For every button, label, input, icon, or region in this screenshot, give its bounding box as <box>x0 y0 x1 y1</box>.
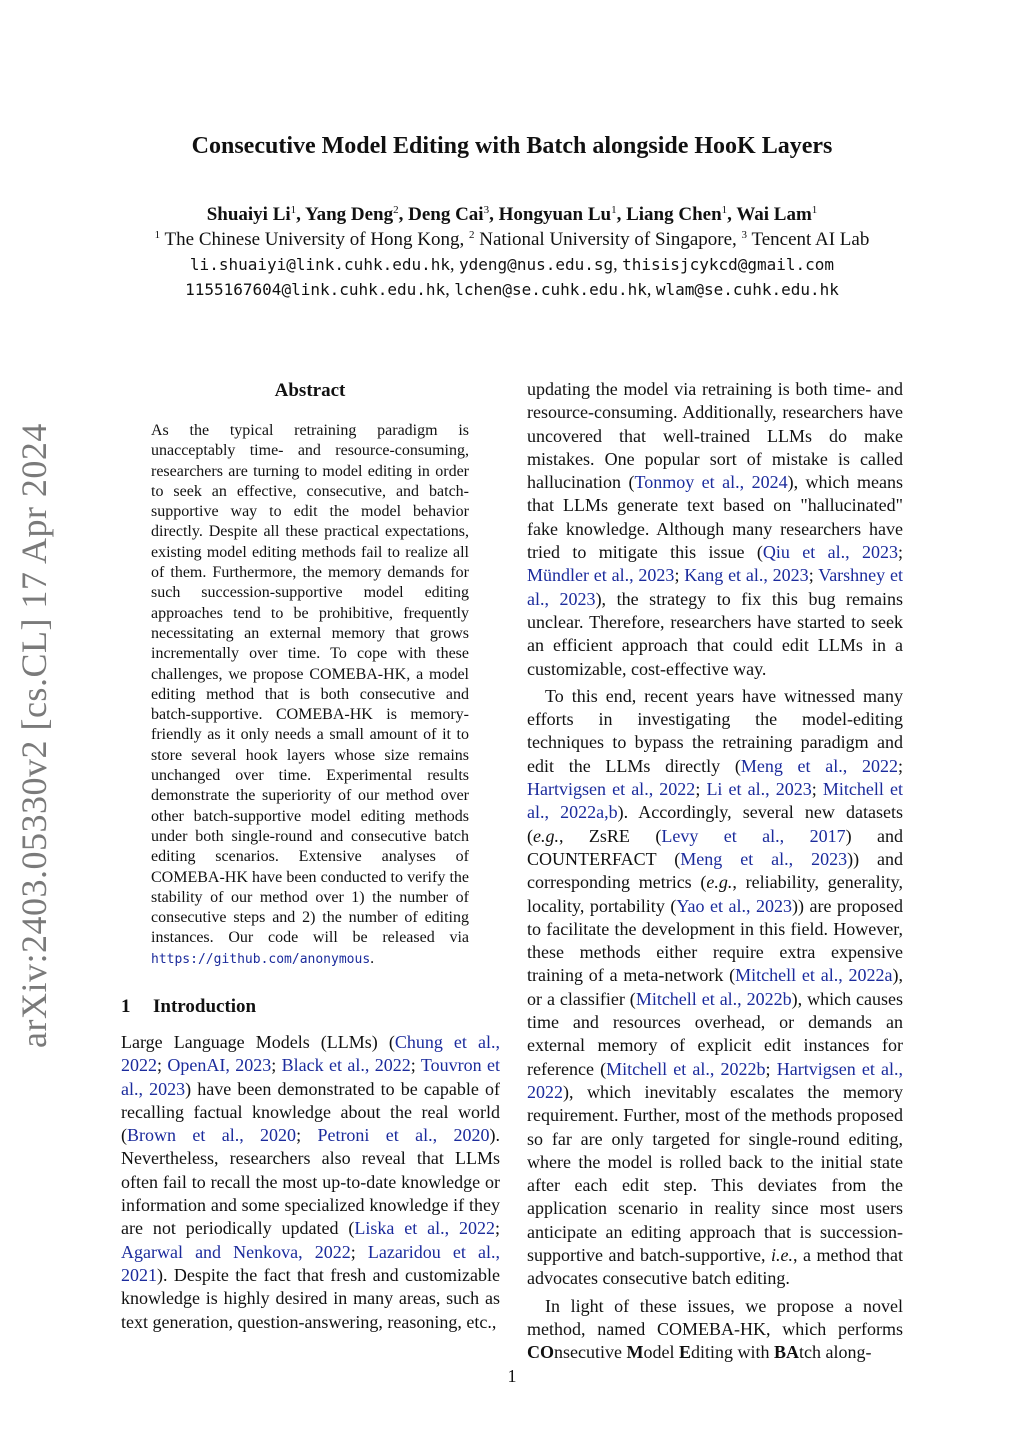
arxiv-identifier: arXiv:2403.05330v2 [cs.CL] 17 Apr 2024 <box>14 423 54 1048</box>
section-number: 1 <box>121 996 131 1017</box>
section-heading-introduction <box>121 994 501 1020</box>
citation-link[interactable]: Brown et al., 2020 <box>127 1125 297 1146</box>
email-address[interactable]: li.shuaiyi@link.cuhk.edu.hk <box>189 255 451 274</box>
author-name: Deng Cai$^3$ <box>408 204 490 225</box>
abstract-text: As the typical retraining paradigm is unacceptably time- and resource-consuming, researchers are turning to model editing in order to seek an effective, consecutive, and batch-supportive way to edit the model behavior directly. Despite all these practical expectations, existing model editing methods fail to realize all of them. Furthermore, the memory demands for such succession-supportive model editing approaches tend to be prohibitive, frequently necessitating an external memory that grows incrementally over time. To cope with these challenges, we propose COMEBA-HK, a model editing method that is both consecutive and batch-supportive. COMEBA-HK is memory-friendly as it only needs a small amount of it to store several hook layers whose size remains unchanged over time. Experimental results demonstrate the superiority of our method over other batch-supportive model editing methods under both single-round and consecutive batch editing scenarios. Extensive analyses of COMEBA-HK have been conducted to verify the stability of our method over 1) the number of consecutive steps and 2) the number of editing instances. Our code will be released via https://github.com/anonymous. <box>151 422 469 967</box>
email-line-2: 1155167604@link.cuhk.edu.hk, lchen@se.cuhk.edu.hk, wlam@se.cuhk.edu.hk <box>185 279 839 299</box>
affiliation-name: National University of Singapore, <box>474 229 742 250</box>
abstract-body-text: As the typical retraining paradigm is unacceptably time- and resource-consuming, researchers are turning to model editing in order to seek an effective, consecutive, and batch-supportive way to edit the model behavior directly. Despite all these practical expectations, existing model editing methods fail to realize all of them. Furthermore, the memory demands for such succession-supportive model editing approaches tend to be prohibitive, frequently necessitating an external memory that grows incrementally over time. To cope with these challenges, we propose COMEBA-HK, a model editing method that is both consecutive and batch-supportive. COMEBA-HK is memory-friendly as it only needs a small amount of it to store several hook layers whose size remains unchanged over time. Experimental results demonstrate the superiority of our method over other batch-supportive model editing methods under both single-round and consecutive batch editing scenarios. Extensive analyses of COMEBA-HK have been conducted to verify the stability of our method over 1) the number of consecutive steps and 2) the number of editing instances. Our code will be released via <box>151 422 469 947</box>
citation-link[interactable]: Meng et al., 2022 <box>740 755 898 776</box>
citation-link[interactable]: Petroni et al., 2020 <box>317 1125 490 1146</box>
citation-link[interactable]: Yao et al., 2023 <box>676 895 793 916</box>
citation-link[interactable]: Mündler et al., 2023 <box>527 565 675 586</box>
email-address[interactable]: lchen@se.cuhk.edu.hk <box>454 280 647 299</box>
email-address[interactable]: 1155167604@link.cuhk.edu.hk <box>185 280 446 299</box>
citation-link[interactable]: Hartvigsen et al., 2022 <box>527 779 696 800</box>
page-number: 1 <box>507 1366 517 1386</box>
affiliation-name: Tencent AI Lab <box>747 229 870 250</box>
intro-paragraph-1: Large Language Models (LLMs) (Chung et al., 2022; OpenAI, 2023; Black et al., 2022; Touvron et al., 2023) have been demonstrated to be capable of recalling factual knowledge about the real world (Brown et al., 2020; Petroni et al., 2020). Nevertheless, researchers also reveal that LLMs often fail to recall the most up-to-date knowledge or information and some specialized knowledge if they are not periodically updated (Liska et al., 2022; Agarwal and Nenkova, 2022; Lazaridou et al., 2021). Despite the fact that fresh and customizable knowledge is highly desired in many areas, such as text generation, question-answering, reasoning, etc., <box>121 1032 500 1332</box>
intro-left-column <box>121 1031 500 1334</box>
paper-title: Consecutive Model Editing with Batch alongside HooK Layers <box>191 133 833 159</box>
citation-link[interactable]: Lazaridou et al., 2021 <box>121 1241 500 1285</box>
code-link[interactable]: https://github.com/anonymous <box>151 951 371 967</box>
email-address[interactable]: wlam@se.cuhk.edu.hk <box>655 280 839 299</box>
email-line-1: li.shuaiyi@link.cuhk.edu.hk, ydeng@nus.edu.sg, thisisjcykcd@gmail.com <box>189 254 835 274</box>
email-address[interactable]: thisisjcykcd@gmail.com <box>622 255 835 274</box>
section-title: Introduction <box>153 996 257 1017</box>
citation-link[interactable]: Li et al., 2023 <box>706 779 812 800</box>
intro-paragraph-2: To this end, recent years have witnessed many efforts in investigating the model-editing techniques to bypass the retraining paradigm and edit the LLMs directly (Meng et al., 2022; Hartvigsen et al., 2022; Li et al., 2023; Mitchell et al., 2022a,b). Accordingly, several new datasets (e.g., ZsRE (Levy et al., 2017) and COUNTERFACT (Meng et al., 2023)) and corresponding metrics (e.g., reliability, generality, locality, portability (Yao et al., 2023)) are proposed to facilitate the development in this field. However, these methods either require extra expensive training of a meta-network (Mitchell et al., 2022a), or a classifier (Mitchell et al., 2022b), which causes time and resources overhead, or demands an external memory of explicit edit instances for reference (Mitchell et al., 2022b; Hartvigsen et al., 2022), which inevitably escalates the memory requirement. Further, most of the methods proposed so far are only targeted for single-round editing, where the model is rolled back to the initial state after each edit step. This deviates from the application scenario in reality since most users anticipate an editing approach that is succession-supportive and batch-supportive, i.e., a method that advocates consecutive batch editing. <box>527 685 904 1289</box>
author-name: Liang Chen$^1$ <box>626 204 728 225</box>
citation-link[interactable]: Chung et al., 2022 <box>121 1032 500 1076</box>
intro-paragraph-1-cont: updating the model via retraining is both time- and resource-consuming. Additionally, researchers have uncovered that well-trained LLMs do make mistakes. One popular sort of mistake is called hallucination (Tonmoy et al., 2024), which means that LLMs generate text based on "hallucinated" fake knowledge. Although many researchers have tried to mitigate this issue (Qiu et al., 2023; Mündler et al., 2023; Kang et al., 2023; Varshney et al., 2023), the strategy to fix this bug remains unclear. Therefore, researchers have started to seek an efficient approach that could edit LLMs in a customizable, cost-effective way. <box>527 379 904 679</box>
citation-link[interactable]: OpenAI, 2023 <box>167 1055 272 1076</box>
citation-link[interactable]: Meng et al., 2023 <box>680 848 848 869</box>
author-list: Shuaiyi Li$^1$, Yang Deng$^2$, Deng Cai$^3$, Hongyuan Lu$^1$, Liang Chen$^1$, Wai Lam$^1$ <box>206 204 818 225</box>
author-emails <box>0 252 1024 302</box>
intro-right-column <box>527 378 903 1364</box>
citation-link[interactable]: Agarwal and Nenkova, 2022 <box>121 1241 351 1262</box>
author-name: Yang Deng$^2$ <box>304 204 399 225</box>
citation-link[interactable]: Mitchell et al., 2022a <box>735 965 893 986</box>
citation-link[interactable]: Mitchell et al., 2022b <box>606 1058 766 1079</box>
citation-link[interactable]: Kang et al., 2023 <box>684 565 809 586</box>
intro-paragraph-3: In light of these issues, we propose a novel method, named COMEBA-HK, which performs COnsecutive Model Editing with BAtch along- <box>527 1295 903 1363</box>
author-name: Shuaiyi Li$^1$ <box>206 204 297 225</box>
citation-link[interactable]: Liska et al., 2022 <box>354 1218 495 1239</box>
affiliation-name: The Chinese University of Hong Kong, <box>160 229 470 250</box>
affiliations: $^1$ The Chinese University of Hong Kong, $^2$ National University of Singapore, $^3$ Tencent AI Lab <box>154 229 870 250</box>
citation-link[interactable]: Tonmoy et al., 2024 <box>634 472 788 493</box>
email-address[interactable]: ydeng@nus.edu.sg <box>459 255 614 274</box>
citation-link[interactable]: Levy et al., 2017 <box>661 825 846 846</box>
citation-link[interactable]: Black et al., 2022 <box>281 1055 411 1076</box>
citation-link[interactable]: Mitchell et al., 2022a,b <box>527 779 903 823</box>
author-name: Wai Lam$^1$ <box>736 204 818 225</box>
citation-link[interactable]: Hartvigsen et al., 2022 <box>527 1058 903 1102</box>
abstract-heading: Abstract <box>274 380 346 401</box>
author-name: Hongyuan Lu$^1$ <box>498 204 617 225</box>
citation-link[interactable]: Varshney et al., 2023 <box>527 565 903 609</box>
citation-link[interactable]: Mitchell et al., 2022b <box>635 988 792 1009</box>
citation-link[interactable]: Touvron et al., 2023 <box>121 1055 500 1099</box>
citation-link[interactable]: Qiu et al., 2023 <box>762 542 898 563</box>
